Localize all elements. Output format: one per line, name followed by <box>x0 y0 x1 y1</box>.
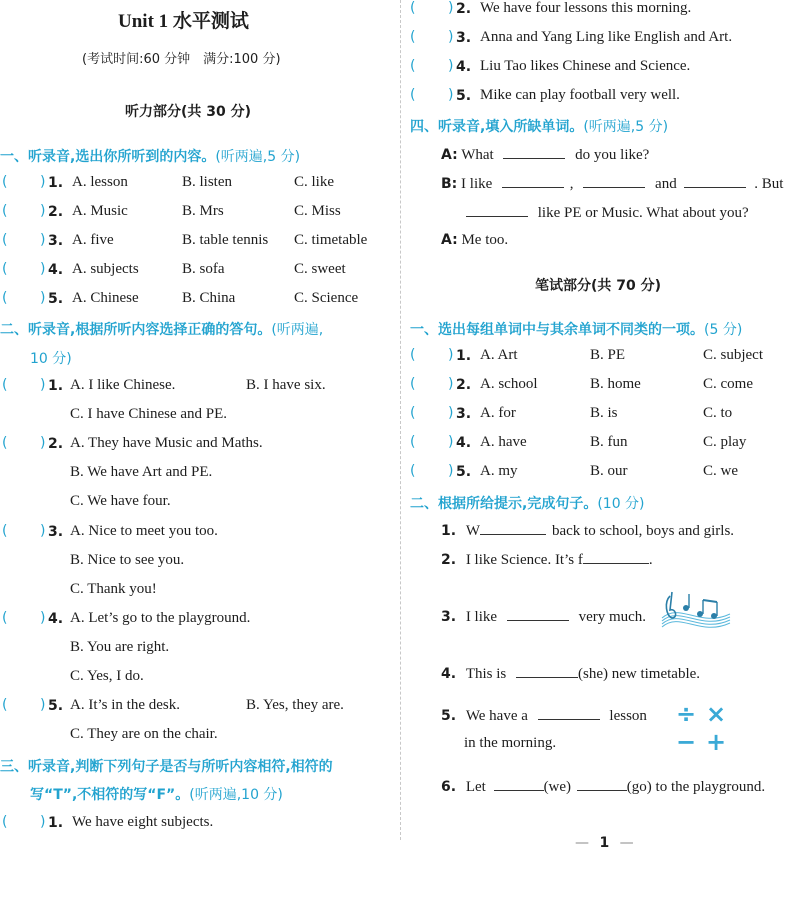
question-number: 5. <box>456 88 472 104</box>
section2-title-text: 二、听录音,根据所听内容选择正确的答句。 <box>0 322 272 338</box>
option-c[interactable]: C. They are on the chair. <box>70 726 218 742</box>
question-number: 3. <box>48 524 64 540</box>
answer-paren-open[interactable]: ( <box>410 463 416 479</box>
section3-title-line2 <box>30 784 283 804</box>
sentence-6 <box>441 777 765 796</box>
footer-dash: — <box>575 835 589 851</box>
times-icon: × <box>706 700 727 728</box>
dialogue-line-1 <box>441 145 649 164</box>
dialogue-text: , <box>569 176 574 192</box>
question-number: 4. <box>48 611 64 627</box>
option-b[interactable]: B. is <box>590 405 618 421</box>
option-a[interactable]: A. I like Chinese. <box>70 377 176 393</box>
option-c[interactable]: C. we <box>703 463 738 479</box>
section4-note: (听两遍,5 分) <box>583 119 669 135</box>
listening-part-heading: 听力部分(共 30 分) <box>125 104 252 120</box>
answer-paren-open[interactable]: ( <box>2 435 8 451</box>
answer-paren-open[interactable]: ( <box>410 434 416 450</box>
answer-paren-close[interactable]: ) <box>40 697 46 713</box>
dialogue-text: and <box>655 176 677 192</box>
question-number: 3. <box>48 233 64 249</box>
sentence-text: (go) to the playground. <box>626 779 766 795</box>
section2-title <box>0 319 323 339</box>
question-number: 2. <box>48 436 64 452</box>
question-number: 2. <box>48 204 64 220</box>
dialogue-text: Me too. <box>461 232 509 248</box>
answer-paren-open[interactable]: ( <box>2 203 8 219</box>
option-c[interactable]: C. We have four. <box>70 493 171 509</box>
answer-blank[interactable] <box>583 550 649 564</box>
section3-title <box>0 756 333 776</box>
judgement-sentence: We have four lessons this morning. <box>480 0 692 16</box>
option-a[interactable]: A. have <box>480 434 527 450</box>
option-c[interactable]: C. like <box>294 174 334 190</box>
page-number-value: 1 <box>599 835 610 851</box>
question-number: 3. <box>456 406 472 422</box>
option-b[interactable]: B. fun <box>590 434 628 450</box>
section3-title-text: 三、听录音,判断下列句子是否与所听内容相符,相符的 <box>0 759 333 775</box>
question-number: 2. <box>456 377 472 393</box>
answer-blank[interactable] <box>577 777 627 791</box>
writing-part-heading: 笔试部分(共 70 分) <box>535 278 662 294</box>
dialogue-line-4 <box>441 232 508 249</box>
option-a[interactable]: A. Nice to meet you too. <box>70 523 218 539</box>
option-a[interactable]: A. lesson <box>72 174 128 190</box>
question-number: 1. <box>48 175 64 191</box>
section1-title <box>0 146 300 166</box>
question-number: 4. <box>441 666 457 682</box>
sentence-text: . <box>648 552 653 568</box>
speaker-b: B: <box>441 176 458 192</box>
option-b[interactable]: B. table tennis <box>182 232 269 248</box>
divide-icon: ÷ <box>676 700 697 728</box>
section3-title-text2: 写“T”,不相符的写“F”。 <box>30 787 190 803</box>
question-number: 1. <box>48 378 64 394</box>
option-c[interactable]: C. Science <box>294 290 359 306</box>
exam-info: (考试时间:60 分钟 满分:100 分) <box>82 52 281 67</box>
dialogue-text: like PE or Music. What about you? <box>537 205 749 221</box>
answer-paren-open[interactable]: ( <box>410 58 416 74</box>
answer-paren-open[interactable]: ( <box>2 377 8 393</box>
plus-icon: + <box>706 728 727 756</box>
answer-paren-close[interactable]: ) <box>448 347 454 363</box>
answer-paren-open[interactable]: ( <box>2 174 8 190</box>
answer-paren-open[interactable]: ( <box>2 697 8 713</box>
question-number: 6. <box>441 779 457 795</box>
question-number: 2. <box>441 552 457 568</box>
speaker-a: A: <box>441 232 458 248</box>
answer-blank[interactable] <box>507 607 569 621</box>
answer-paren-open[interactable]: ( <box>2 290 8 306</box>
option-b[interactable]: B. We have Art and PE. <box>70 464 213 480</box>
section1-note: (听两遍,5 分) <box>215 149 301 165</box>
answer-paren-open[interactable]: ( <box>410 87 416 103</box>
sentence-text: back to school, boys and girls. <box>551 523 735 539</box>
column-divider <box>400 0 401 840</box>
option-b[interactable]: B. home <box>590 376 641 392</box>
sentence-text: Let <box>465 779 486 795</box>
question-number: 5. <box>48 291 64 307</box>
sentence-text: W <box>465 523 480 539</box>
question-number: 5. <box>456 464 472 480</box>
answer-paren-close[interactable]: ) <box>40 261 46 277</box>
section1-title-text: 一、听录音,选出你所听到的内容。 <box>0 149 216 165</box>
section3-note: (听两遍,10 分) <box>189 787 283 803</box>
option-c[interactable]: C. subject <box>703 347 763 363</box>
option-c[interactable]: C. Yes, I do. <box>70 668 144 684</box>
part2-section2-title-text: 二、根据所给提示,完成句子。 <box>410 496 598 512</box>
answer-paren-close[interactable]: ) <box>448 58 454 74</box>
part2-section2-note: (10 分) <box>597 496 645 512</box>
answer-paren-close[interactable]: ) <box>40 377 46 393</box>
question-number: 3. <box>441 609 457 625</box>
answer-paren-close[interactable]: ) <box>40 232 46 248</box>
answer-paren-close[interactable]: ) <box>448 87 454 103</box>
answer-paren-open[interactable]: ( <box>2 261 8 277</box>
option-b[interactable]: B. listen <box>182 174 233 190</box>
answer-paren-open[interactable]: ( <box>410 347 416 363</box>
sentence-text: very much. <box>578 609 647 625</box>
answer-paren-close[interactable]: ) <box>40 610 46 626</box>
section4-title <box>410 116 668 136</box>
answer-paren-open[interactable]: ( <box>410 376 416 392</box>
question-number: 5. <box>48 698 64 714</box>
question-number: 1. <box>441 523 457 539</box>
section2-note-line2: 10 分) <box>30 351 72 367</box>
sentence-text: I like Science. It’s f <box>465 552 583 568</box>
page-number <box>575 835 634 851</box>
answer-paren-open[interactable]: ( <box>410 0 416 16</box>
option-a[interactable]: A. subjects <box>72 261 139 277</box>
option-a[interactable]: A. Art <box>480 347 518 363</box>
answer-paren-close[interactable]: ) <box>40 203 46 219</box>
answer-paren-close[interactable]: ) <box>40 290 46 306</box>
option-b[interactable]: B. Mrs <box>182 203 224 219</box>
option-b[interactable]: B. You are right. <box>70 639 170 655</box>
answer-paren-close[interactable]: ) <box>40 814 46 830</box>
sentence-text: (we) <box>543 779 572 795</box>
judgement-sentence: Mike can play football very well. <box>480 87 680 103</box>
sentence-3 <box>441 607 646 626</box>
dialogue-text: do you like? <box>575 147 650 163</box>
option-c[interactable]: C. Miss <box>294 203 341 219</box>
option-b[interactable]: B. sofa <box>182 261 225 277</box>
sentence-5-line2 <box>464 735 556 752</box>
option-c[interactable]: C. to <box>703 405 733 421</box>
answer-paren-open[interactable]: ( <box>410 29 416 45</box>
sentence-text: lesson <box>609 708 647 724</box>
section2-title-line2 <box>30 348 72 368</box>
option-a[interactable]: A. school <box>480 376 538 392</box>
dialogue-line-2 <box>441 174 783 193</box>
answer-paren-open[interactable]: ( <box>410 405 416 421</box>
answer-blank[interactable] <box>466 203 528 217</box>
option-a[interactable]: A. for <box>480 405 516 421</box>
option-b[interactable]: B. China <box>182 290 236 306</box>
minus-icon: − <box>676 728 697 756</box>
sentence-text: (she) new timetable. <box>578 666 701 682</box>
option-c[interactable]: C. play <box>703 434 747 450</box>
answer-paren-close[interactable]: ) <box>448 376 454 392</box>
section2-note: (听两遍, <box>271 322 324 338</box>
judgement-sentence: We have eight subjects. <box>72 814 214 830</box>
sentence-5 <box>441 706 647 725</box>
dialogue-text: I like <box>461 176 493 192</box>
sentence-1 <box>441 521 734 540</box>
question-number: 5. <box>441 708 457 724</box>
option-b[interactable]: B. our <box>590 463 628 479</box>
sentence-text: I like <box>465 609 498 625</box>
option-c[interactable]: C. I have Chinese and PE. <box>70 406 228 422</box>
option-a[interactable]: A. my <box>480 463 518 479</box>
answer-blank[interactable] <box>516 664 578 678</box>
option-c[interactable]: C. Thank you! <box>70 581 157 597</box>
answer-blank[interactable] <box>684 174 746 188</box>
sentence-text: in the morning. <box>464 735 557 751</box>
option-a[interactable]: A. Chinese <box>72 290 139 306</box>
question-number: 1. <box>48 815 64 831</box>
part2-section2-title <box>410 493 645 513</box>
answer-blank[interactable] <box>502 174 564 188</box>
answer-blank[interactable] <box>538 706 600 720</box>
answer-paren-close[interactable]: ) <box>40 523 46 539</box>
part2-section1-note: (5 分) <box>704 322 743 338</box>
option-b[interactable]: B. I have six. <box>246 377 326 393</box>
answer-paren-close[interactable]: ) <box>448 0 454 16</box>
answer-paren-close[interactable]: ) <box>40 435 46 451</box>
answer-blank[interactable] <box>494 777 544 791</box>
option-c[interactable]: C. timetable <box>294 232 368 248</box>
dialogue-text: . But <box>754 176 784 192</box>
answer-paren-open[interactable]: ( <box>2 610 8 626</box>
answer-blank[interactable] <box>480 521 546 535</box>
option-c[interactable]: C. sweet <box>294 261 346 277</box>
answer-paren-open[interactable]: ( <box>2 814 8 830</box>
page-title: Unit 1 水平测试 <box>118 11 249 32</box>
question-number: 1. <box>456 348 472 364</box>
question-number: 2. <box>456 1 472 17</box>
answer-paren-close[interactable]: ) <box>40 174 46 190</box>
option-c[interactable]: C. come <box>703 376 753 392</box>
speaker-a: A: <box>441 147 458 163</box>
answer-paren-open[interactable]: ( <box>2 523 8 539</box>
part2-section1-title <box>410 319 742 339</box>
option-a[interactable]: A. They have Music and Maths. <box>70 435 263 451</box>
option-b[interactable]: B. PE <box>590 347 626 363</box>
option-b[interactable]: B. Nice to see you. <box>70 552 185 568</box>
dialogue-line-3 <box>466 203 749 222</box>
math-symbols-icon <box>674 700 734 756</box>
sentence-2 <box>441 550 653 569</box>
sentence-text: We have a <box>465 708 528 724</box>
part2-section1-title-text: 一、选出每组单词中与其余单词不同类的一项。 <box>410 322 704 338</box>
question-number: 4. <box>456 59 472 75</box>
answer-paren-close[interactable]: ) <box>448 29 454 45</box>
answer-paren-close[interactable]: ) <box>448 434 454 450</box>
music-notes-icon <box>660 588 732 634</box>
answer-paren-close[interactable]: ) <box>448 405 454 421</box>
footer-dash: — <box>619 835 634 851</box>
option-a[interactable]: A. Let’s go to the playground. <box>70 610 251 626</box>
section4-title-text: 四、听录音,填入所缺单词。 <box>410 119 584 135</box>
sentence-text: This is <box>465 666 507 682</box>
sentence-4 <box>441 664 700 683</box>
question-number: 3. <box>456 30 472 46</box>
answer-paren-close[interactable]: ) <box>448 463 454 479</box>
judgement-sentence: Liu Tao likes Chinese and Science. <box>480 58 691 74</box>
option-a[interactable]: A. five <box>72 232 114 248</box>
answer-blank[interactable] <box>503 145 565 159</box>
judgement-sentence: Anna and Yang Ling like English and Art. <box>480 29 733 45</box>
answer-blank[interactable] <box>583 174 645 188</box>
option-a[interactable]: A. It’s in the desk. <box>70 697 180 713</box>
dialogue-text: What <box>461 147 494 163</box>
answer-paren-open[interactable]: ( <box>2 232 8 248</box>
question-number: 4. <box>456 435 472 451</box>
question-number: 4. <box>48 262 64 278</box>
option-a[interactable]: A. Music <box>72 203 128 219</box>
option-b[interactable]: B. Yes, they are. <box>246 697 344 713</box>
